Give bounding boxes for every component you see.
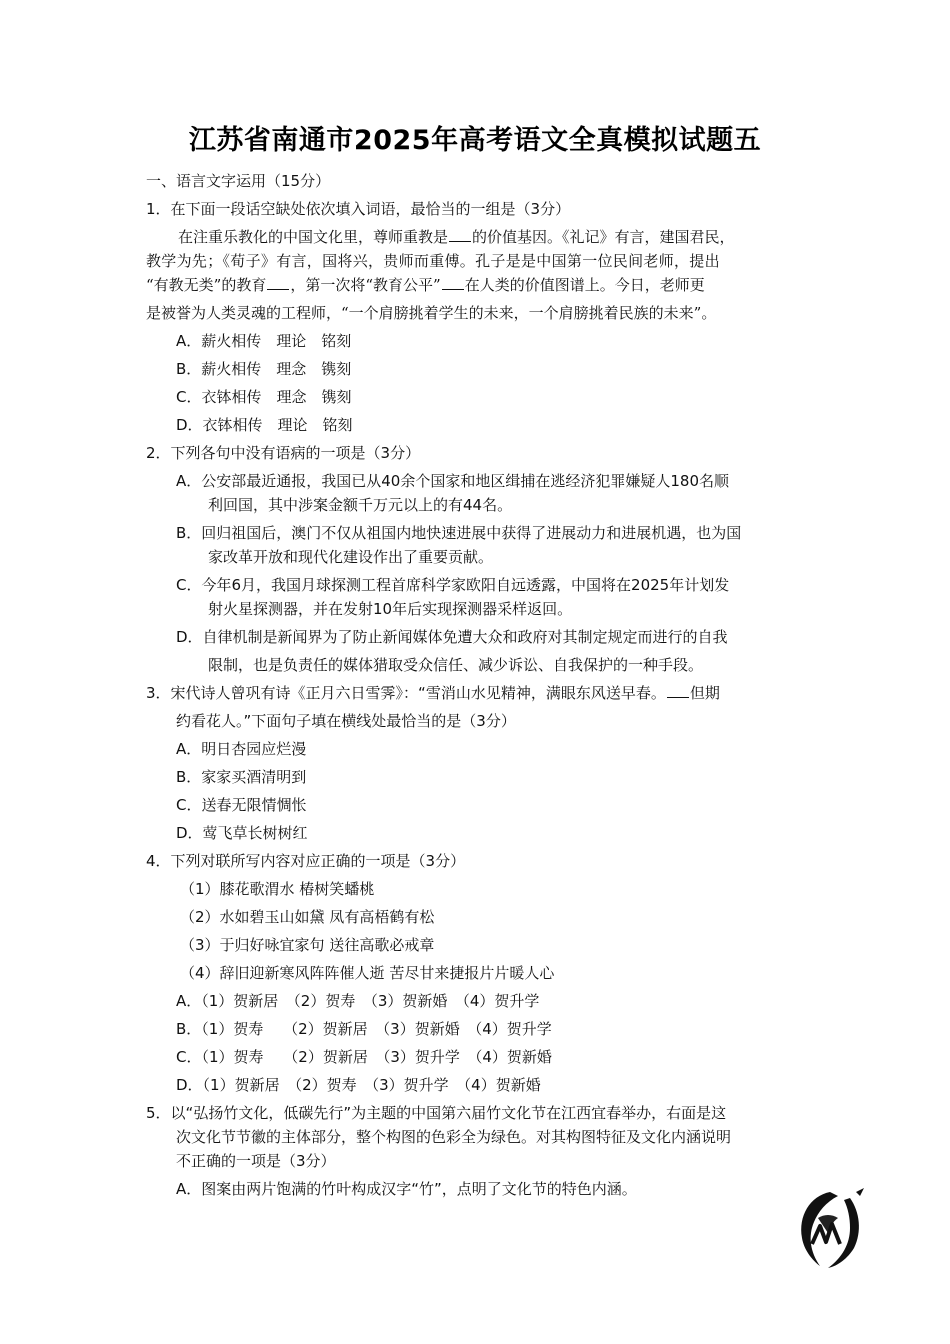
q3-option-a: A．明日杏园应烂漫 [176,740,307,758]
blank-4 [667,683,689,698]
q2-option-b-line-2: 家改革开放和现代化建设作出了重要贡献。 [208,548,494,566]
blank-2 [267,275,289,290]
q1-option-c: C．衣钵相传 理念 镌刻 [176,388,352,406]
question-5-stem-line-1: 5．以“弘扬竹文化，低碳先行”为主题的中国第六届竹文化节在江西宜春举办，右面是这 [146,1104,727,1122]
q1-option-d: D．衣钵相传 理论 铭刻 [176,416,353,434]
question-3-stem-line-1: 3．宋代诗人曾巩有诗《正月六日雪霁》：“雪消山水见精神，满眼东风送早春。 但期 [146,684,720,702]
section-heading: 一、语言文字运用（15分） [146,172,331,190]
q2-option-a-line-1: A．公安部最近通报，我国已从40余个国家和地区缉捕在逃经济犯罪嫌疑人180名顺 [176,472,729,490]
blank-1 [449,227,471,242]
q5-option-a: A．图案由两片饱满的竹叶构成汉字“竹”，点明了文化节的特色内涵。 [176,1180,637,1198]
q2-option-b-line-1: B．回归祖国后，澳门不仅从祖国内地快速进展中获得了进展动力和进展机遇，也为国 [176,524,742,542]
q3-option-d: D．莺飞草长树树红 [176,824,308,842]
q1-passage-line-3: “有教无类”的教育 ，第一次将“教育公平” 在人类的价值图谱上。今日，老师更 [146,276,705,294]
q1-passage-line-1: 在注重乐教化的中国文化里，尊师重教是 的价值基因。《礼记》有言，建国君民， [178,228,735,246]
blank-3 [442,275,464,290]
q1-option-a: A．薪火相传 理论 铭刻 [176,332,352,350]
q1-option-b: B．薪火相传 理念 镌刻 [176,360,352,378]
q2-option-d-line-2: 限制，也是负责任的媒体猎取受众信任、减少诉讼、自我保护的一种手段。 [208,656,704,674]
q4-option-d: D．（1）贺新居 （2）贺寿 （3）贺升学 （4）贺新婚 [176,1076,541,1094]
q1-passage-line-2: 教学为先；《荀子》有言，国将兴，贵师而重傅。孔子是是中国第一位民间老师，提出 [146,252,720,270]
q4-option-b: B．（1）贺寿 （2）贺新居 （3）贺新婚 （4）贺升学 [176,1020,552,1038]
q4-couplet-4: （4）辞旧迎新寒风阵阵催人逝 苦尽甘来捷报片片暖人心 [180,964,555,982]
question-3-stem-line-2: 约看花人。”下面句子填在横线处最恰当的是（3分） [176,712,516,730]
q3-option-b: B．家家买酒清明到 [176,768,307,786]
question-4-stem: 4．下列对联所写内容对应正确的一项是（3分） [146,852,466,870]
q4-couplet-2: （2）水如碧玉山如黛 凤有高梧鹤有松 [180,908,435,926]
q3-option-c: C．送春无限情惆怅 [176,796,307,814]
question-2-stem: 2．下列各句中没有语病的一项是（3分） [146,444,421,462]
q1-passage-line-4: 是被誉为人类灵魂的工程师，“一个肩膀挑着学生的未来，一个肩膀挑着民族的未来”。 [146,304,717,322]
q2-option-c-line-2: 射火星探测器，并在发射10年后实现探测器采样返回。 [208,600,573,618]
q4-option-a: A．（1）贺新居 （2）贺寿 （3）贺新婚 （4）贺升学 [176,992,540,1010]
question-1-stem: 1．在下面一段话空缺处依次填入词语，最恰当的一组是（3分） [146,200,571,218]
bamboo-emblem-logo [790,1188,868,1270]
page-title: 江苏省南通市2025年高考语文全真模拟试题五 [188,125,762,156]
question-5-stem-line-3: 不正确的一项是（3分） [176,1152,336,1170]
q2-option-c-line-1: C．今年6月，我国月球探测工程首席科学家欧阳自远透露，中国将在2025年计划发 [176,576,730,594]
q2-option-a-line-2: 利回国，其中涉案金额千万元以上的有44名。 [208,496,513,514]
question-5-stem-line-2: 次文化节节徽的主体部分，整个构图的色彩全为绿色。对其构图特征及文化内涵说明 [176,1128,732,1146]
q4-couplet-3: （3）于归好咏宜家句 送往高歌必戒章 [180,936,435,954]
q4-option-c: C．（1）贺寿 （2）贺新居 （3）贺升学 （4）贺新婚 [176,1048,552,1066]
q4-couplet-1: （1）膝花歌渭水 椿树笑蟠桃 [180,880,375,898]
q2-option-d-line-1: D．自律机制是新闻界为了防止新闻媒体免遭大众和政府对其制定规定而进行的自我 [176,628,728,646]
